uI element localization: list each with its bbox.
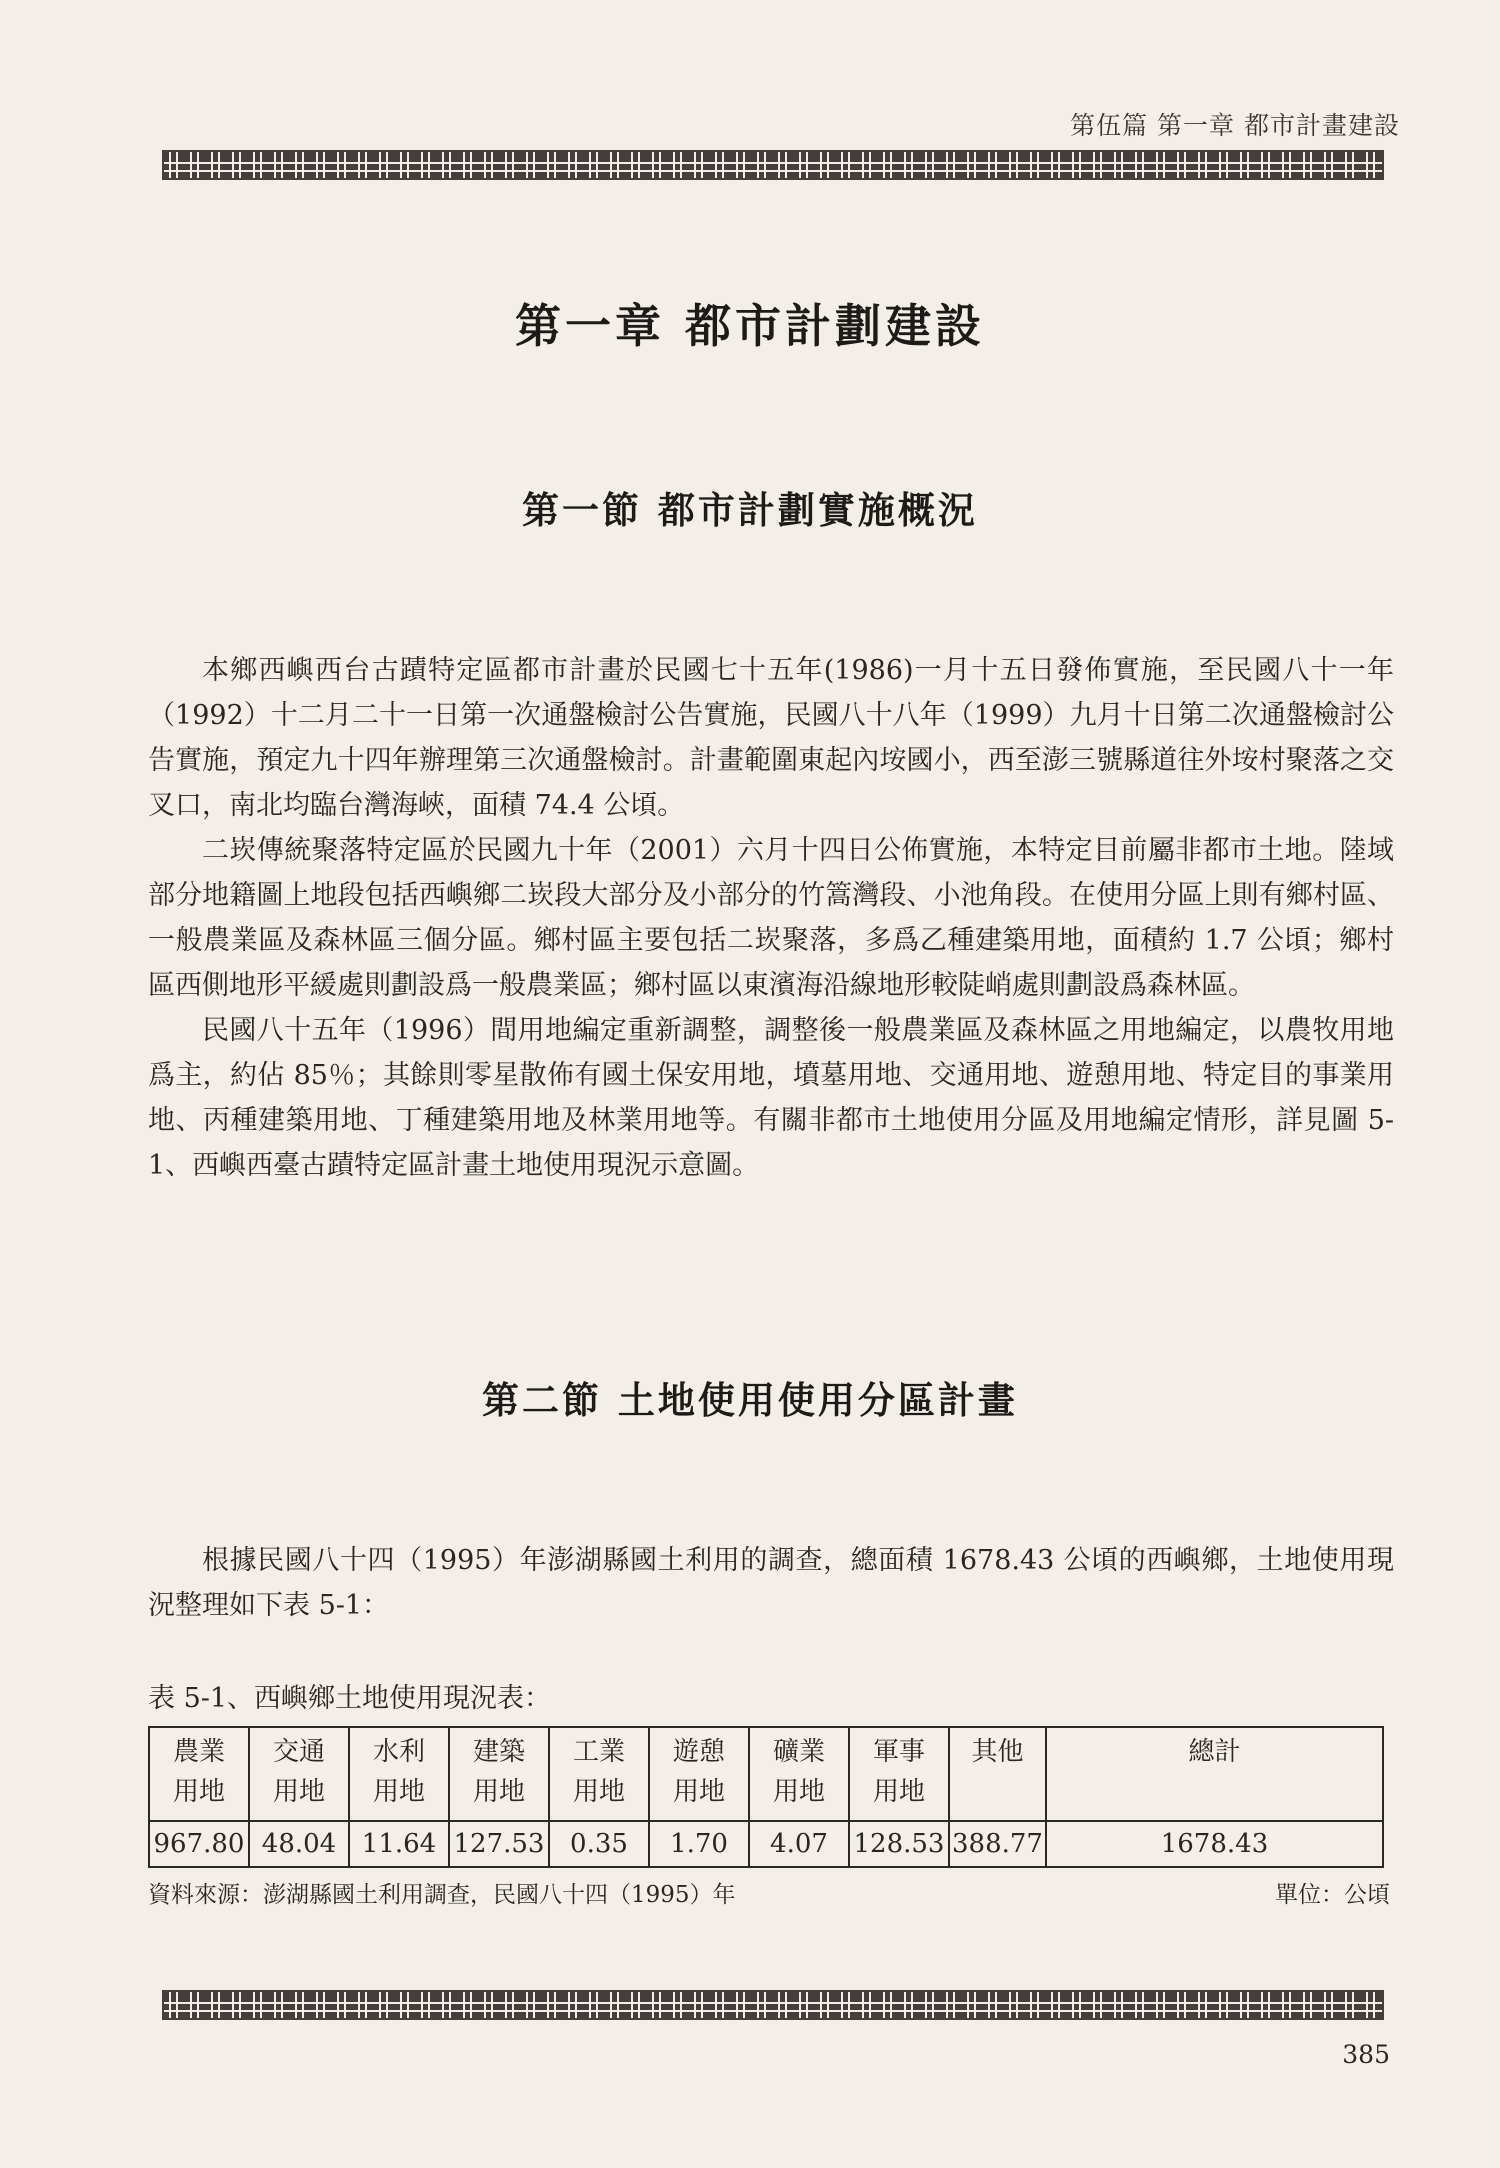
table-row [149,1821,1383,1867]
chapter-title: 第一章 都市計劃建設 [514,299,985,353]
section-title-2: 第二節 土地使用使用分區計畫 [482,1379,1018,1422]
decorative-border-bottom [162,1990,1384,2020]
header-cell: 工業 用地 [549,1727,649,1821]
table-caption: 表 5-1、西嶼鄉土地使用現況表： [148,1683,552,1714]
paragraph: 本鄉西嶼西台古蹟特定區都市計畫於民國七十五年(1986)一月十五日發佈實施，至民國八十一年（1992）十二月二十一日第一次通盤檢討公告實施，民國八十八年（1999）九月十日第二次通盤檢討公告實施，預定九十四年辦理第三次通盤檢討。計畫範圍東起內垵國小，西至澎三號縣道往外垵村聚落之交叉口，南北均臨台灣海峽，面積 74.4 公頃。 [148,655,1394,821]
table-cell: 48.04 [249,1821,349,1867]
page-number: 385 [1342,2040,1390,2069]
paragraph: 根據民國八十四（1995）年澎湖縣國土利用的調查，總面積 1678.43 公頃的西嶼鄉，土地使用現況整理如下表 5-1： [148,1545,1394,1621]
header-cell: 交通 用地 [249,1727,349,1821]
table-cell: 967.80 [149,1821,249,1867]
running-header: 第伍篇 第一章 都市計畫建設 [1070,111,1400,140]
section-1-body [148,648,1394,1188]
paragraph: 二崁傳統聚落特定區於民國九十年（2001）六月十四日公佈實施，本特定目前屬非都市土地。陸域部分地籍圖上地段包括西嶼鄉二崁段大部分及小部分的竹篙灣段、小池角段。在使用分區上則有鄉村區、一般農業區及森林區三個分區。鄉村區主要包括二崁聚落，多爲乙種建築用地，面積約 1.7 公頃；鄉村區西側地形平緩處則劃設爲一般農業區；鄉村區以東濱海沿線地形較陡峭處則劃設爲森林區。 [148,835,1394,1001]
land-use-table [148,1726,1384,1868]
header-cell: 礦業 用地 [749,1727,849,1821]
table-cell: 127.53 [449,1821,549,1867]
header-cell: 水利 用地 [349,1727,449,1821]
section-2-body [148,1538,1394,1628]
table-cell: 1.70 [649,1821,749,1867]
paragraph: 民國八十五年（1996）間用地編定重新調整，調整後一般農業區及森林區之用地編定，以農牧用地爲主，約佔 85％；其餘則零星散佈有國土保安用地，墳墓用地、交通用地、遊憩用地、特定目的事業用地、丙種建築用地、丁種建築用地及林業用地等。有關非都市土地使用分區及用地編定情形，詳見圖 5-1、西嶼西臺古蹟特定區計畫土地使用現況示意圖。 [148,1015,1394,1181]
decorative-border-top [162,150,1384,180]
table-unit-note: 單位：公頃 [1275,1882,1390,1908]
header-cell: 建築 用地 [449,1727,549,1821]
table-cell: 0.35 [549,1821,649,1867]
table-cell: 1678.43 [1046,1821,1383,1867]
table-source-note: 資料來源：澎湖縣國土利用調查，民國八十四（1995）年 [148,1882,736,1908]
table-cell: 11.64 [349,1821,449,1867]
header-cell: 軍事 用地 [849,1727,949,1821]
table-cell: 388.77 [949,1821,1046,1867]
table-cell: 4.07 [749,1821,849,1867]
header-cell: 其他 [949,1727,1046,1821]
table-cell: 128.53 [849,1821,949,1867]
header-cell: 總計 [1046,1727,1383,1821]
section-title-1: 第一節 都市計劃實施概況 [522,489,978,532]
header-cell: 農業 用地 [149,1727,249,1821]
table-header-row [149,1727,1383,1821]
header-cell: 遊憩 用地 [649,1727,749,1821]
